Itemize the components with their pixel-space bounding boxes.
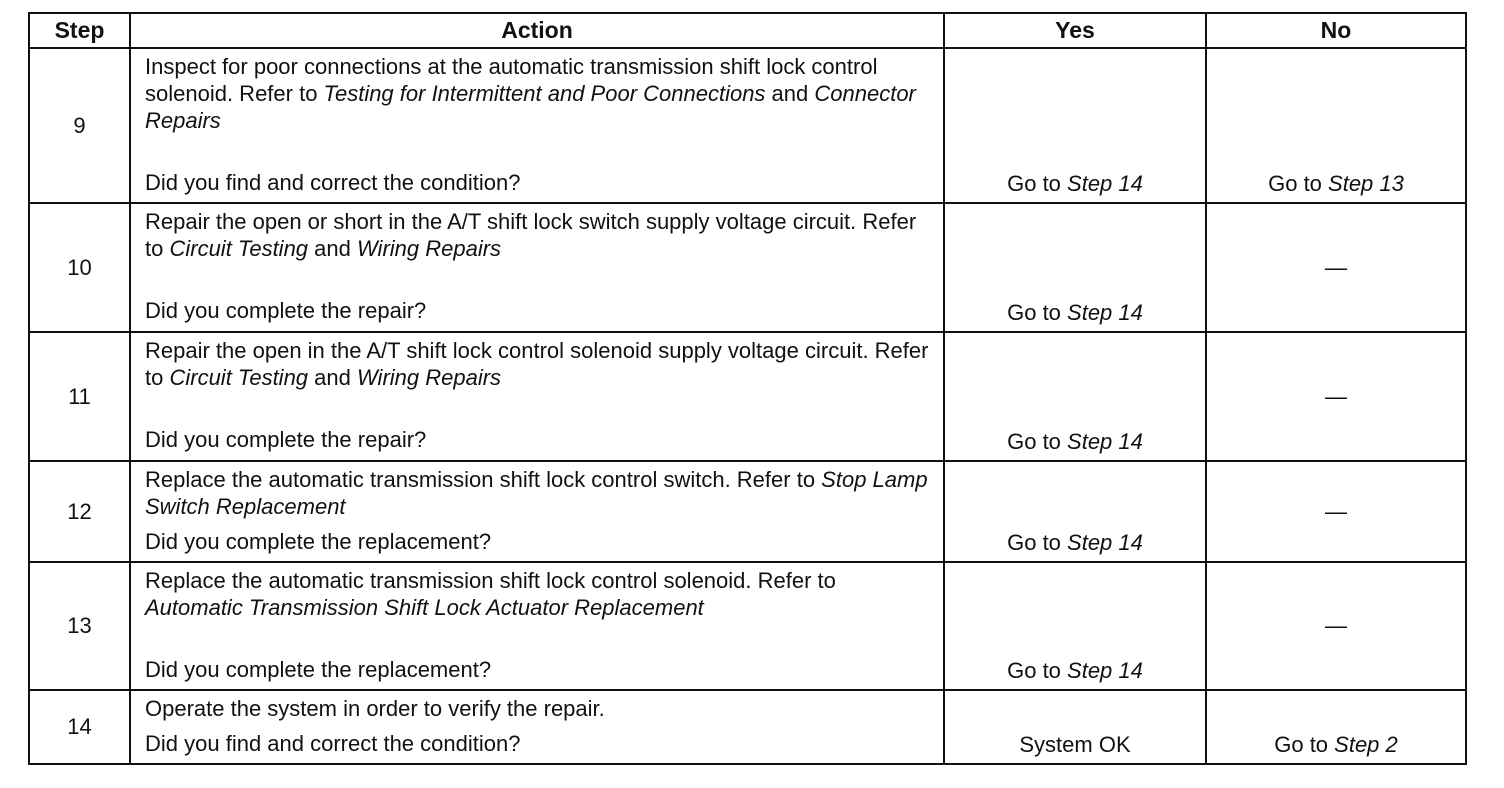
reference-link-text: Wiring Repairs: [356, 236, 502, 261]
action-cell: [130, 461, 944, 562]
action-cell: [130, 562, 944, 690]
step-number: 14: [29, 690, 130, 764]
yes-result: Go to Step 14: [944, 461, 1206, 562]
action-question: Did you complete the replacement?: [145, 657, 492, 682]
no-result: Go to Step 2: [1206, 690, 1466, 764]
reference-link-text: Connector Repairs: [145, 81, 916, 133]
yes-result: Go to Step 14: [944, 48, 1206, 203]
reference-link-text: Circuit Testing: [169, 236, 309, 261]
no-result-dash: —: [1206, 562, 1466, 690]
table-row: [29, 562, 1466, 690]
action-question: Did you complete the repair?: [145, 298, 427, 323]
action-question: Did you find and correct the condition?: [145, 731, 521, 756]
step-number: 12: [29, 461, 130, 562]
yes-result: Go to Step 14: [944, 332, 1206, 461]
diagnostic-table: [28, 12, 1467, 765]
step-number: 11: [29, 332, 130, 461]
reference-link-text: Wiring Repairs: [356, 365, 502, 390]
no-result-dash: —: [1206, 203, 1466, 332]
yes-result: System OK: [944, 690, 1206, 764]
no-result-dash: —: [1206, 332, 1466, 461]
action-instruction: Repair the open in the A/T shift lock control solenoid supply voltage circuit. Refer to Circuit Testing and Wiring Repairs: [145, 338, 929, 390]
action-question: Did you complete the replacement?: [145, 529, 492, 554]
action-instruction: Repair the open or short in the A/T shift lock switch supply voltage circuit. Refer to Circuit Testing and Wiring Repairs: [145, 209, 917, 261]
header-action: Action: [130, 13, 944, 48]
step-number: 13: [29, 562, 130, 690]
reference-link-text: Circuit Testing: [169, 365, 309, 390]
action-instruction: Inspect for poor connections at the automatic transmission shift lock control solenoid. Refer to Testing for Intermittent and Poor Connections and Connector Repairs: [145, 54, 916, 133]
no-result: Go to Step 13: [1206, 48, 1466, 203]
yes-result: Go to Step 14: [944, 203, 1206, 332]
table-row: [29, 203, 1466, 332]
reference-link-text: Testing for Intermittent and Poor Connections: [323, 81, 766, 106]
action-question: Did you find and correct the condition?: [145, 170, 521, 195]
header-no: No: [1206, 13, 1466, 48]
action-instruction: Replace the automatic transmission shift lock control switch. Refer to Stop Lamp Switch Replacement: [145, 467, 928, 519]
yes-result: Go to Step 14: [944, 562, 1206, 690]
step-number: 10: [29, 203, 130, 332]
action-instruction: Replace the automatic transmission shift lock control solenoid. Refer to Automatic Transmission Shift Lock Actuator Replacement: [145, 568, 836, 620]
reference-link-text: Stop Lamp Switch Replacement: [145, 467, 928, 519]
table-row: [29, 461, 1466, 562]
action-instruction: Operate the system in order to verify the repair.: [145, 696, 605, 721]
table-row: [29, 332, 1466, 461]
header-yes: Yes: [944, 13, 1206, 48]
table-row: [29, 690, 1466, 764]
header-step: Step: [29, 13, 130, 48]
table-row: [29, 48, 1466, 203]
step-number: 9: [29, 48, 130, 203]
header-row: [29, 13, 1466, 48]
action-cell: [130, 203, 944, 332]
action-cell: [130, 48, 944, 203]
action-cell: [130, 690, 944, 764]
no-result-dash: —: [1206, 461, 1466, 562]
action-question: Did you complete the repair?: [145, 427, 427, 452]
reference-link-text: Automatic Transmission Shift Lock Actuator Replacement: [145, 595, 704, 620]
action-cell: [130, 332, 944, 461]
